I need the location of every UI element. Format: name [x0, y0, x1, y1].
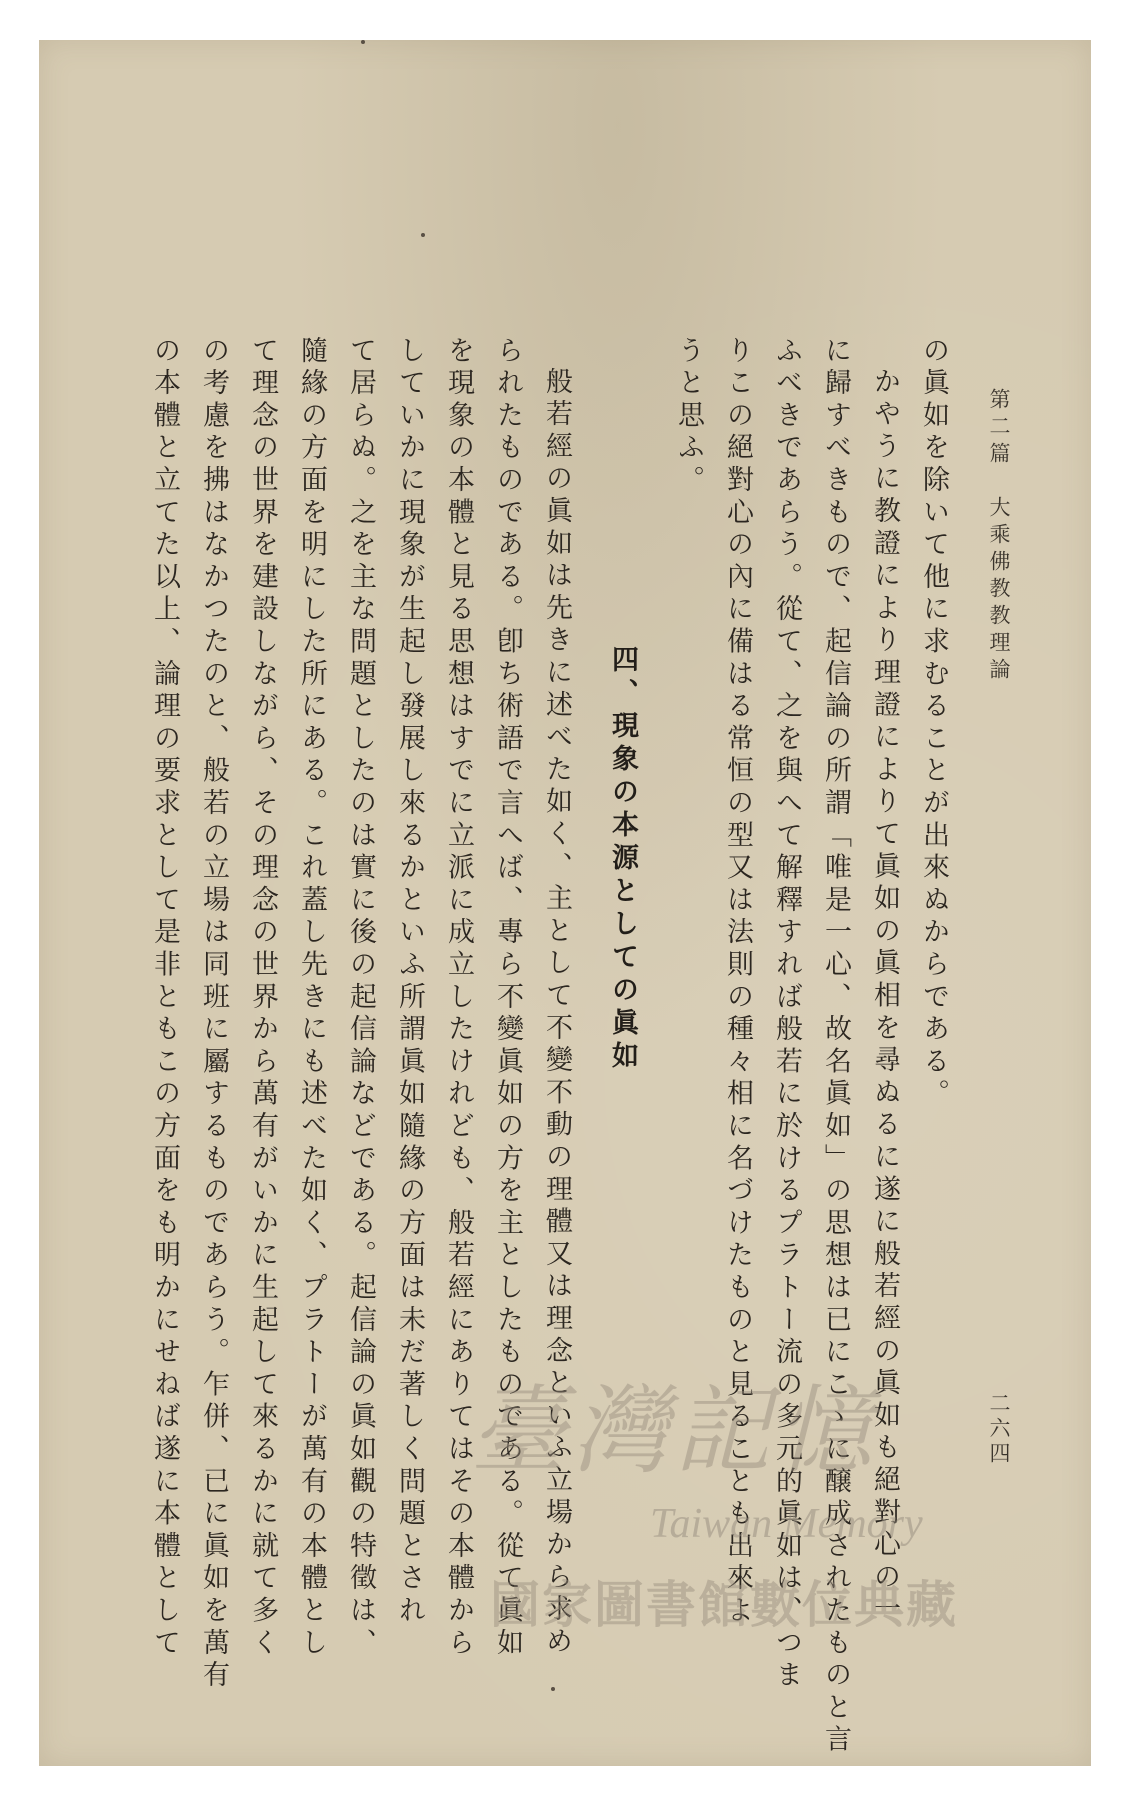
text-column: うと思ふ。	[673, 336, 704, 498]
section-heading: 四、現象の本源としての眞如	[607, 645, 638, 1074]
text-column: りこの絕對心の內に備はる常恒の型又は法則の種々相に名づけたものと見ることも出來よ	[722, 336, 753, 1628]
text-column: を現象の本體と見る思想はすでに立派に成立したけれども、般若經にありてはその本體から	[443, 336, 474, 1661]
page-number: 二六四	[987, 1392, 1011, 1467]
text-column: ふべきであらう。從て、之を與へて解釋すれば般若に於けるプラトー流の多元的眞如は、つま	[771, 336, 802, 1693]
book-page	[39, 40, 1091, 1766]
text-column: 般若經の眞如は先きに述べた如く、主として不變不動の理體又は理念といふ立場から求め	[541, 367, 572, 1659]
watermark-national-library: 國家圖書館數位典藏	[490, 1576, 958, 1634]
paper-speck	[551, 1687, 555, 1691]
text-column: の本體と立てた以上、論理の要求として是非ともこの方面をも明かにせねば遂に本體として	[149, 336, 180, 1661]
watermark-taiwan-memory-english: Taiwan Memory	[650, 1501, 923, 1547]
text-column: て居らぬ。之を主な問題としたのは實に後の起信論などである。起信論の眞如觀の特徵は、	[345, 336, 376, 1661]
text-column: の考慮を拂はなかつたのと、般若の立場は同班に屬するものであらう。乍併、已に眞如を萬有	[198, 336, 229, 1693]
text-column: かやうに教證により理證によりて眞如の眞相を尋ぬるに遂に般若經の眞如も絕對心の一	[869, 367, 900, 1627]
watermark-taiwan-memory-chinese: 臺灣記憶	[470, 1375, 878, 1487]
running-head: 第二篇 大乘佛教教理論	[987, 388, 1011, 685]
text-column: られたものである。卽ち術語で言へば、專ら不變眞如の方を主としたものである。從て眞如	[492, 336, 523, 1661]
paper-speck	[421, 233, 425, 237]
text-column: の眞如を除いて他に求むることが出來ぬからである。	[918, 336, 949, 1112]
text-column: て理念の世界を建設しながら、その理念の世界から萬有がいかに生起して來るかに就て多く	[247, 336, 278, 1661]
paper-speck	[361, 40, 365, 44]
text-column: していかに現象が生起し發展し來るかといふ所謂眞如隨緣の方面は未だ著しく問題とされ	[394, 336, 425, 1628]
text-column: 隨緣の方面を明にした所にある。これ蓋し先きにも述べた如く、プラトーが萬有の本體とし	[296, 336, 327, 1661]
text-column: に歸すべきもので、起信論の所謂「唯是一心、故名眞如」の思想は已にこゝに醸成されたものと言	[820, 336, 851, 1758]
